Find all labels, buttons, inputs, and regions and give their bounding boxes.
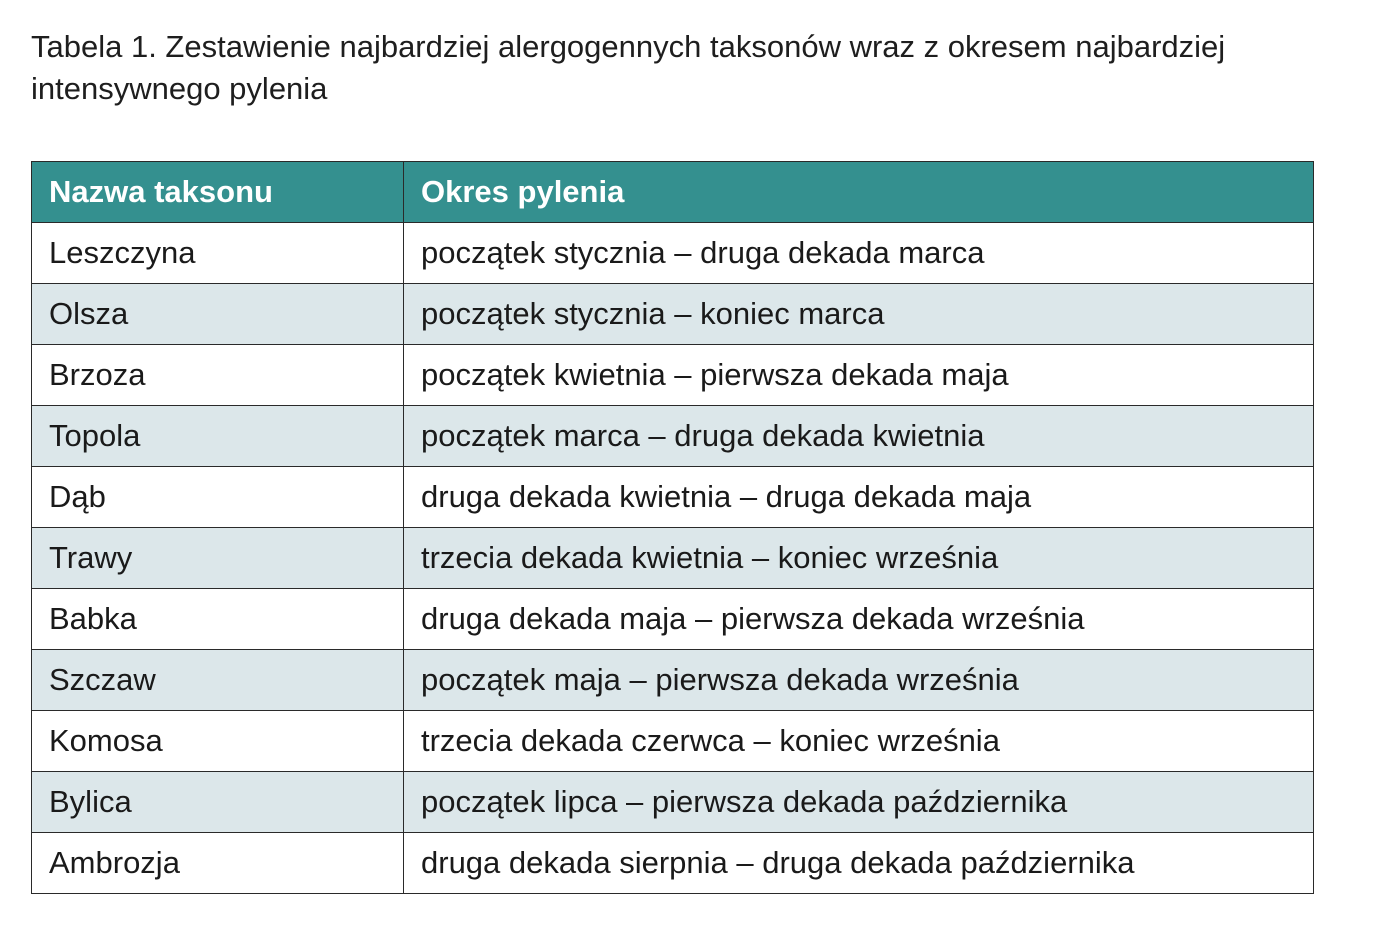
taxon-cell: Olsza bbox=[32, 284, 404, 345]
table-row bbox=[32, 528, 1314, 589]
table-caption: Tabela 1. Zestawienie najbardziej alergogennych taksonów wraz z okresem najbardziej intensywnego pylenia bbox=[31, 29, 1226, 106]
column-header-taxon: Nazwa taksonu bbox=[32, 162, 404, 223]
taxon-cell: Szczaw bbox=[32, 650, 404, 711]
table-row bbox=[32, 345, 1314, 406]
pollen-table bbox=[31, 161, 1314, 894]
taxon-cell: Bylica bbox=[32, 772, 404, 833]
period-cell: początek maja – pierwsza dekada września bbox=[404, 650, 1314, 711]
taxon-cell: Topola bbox=[32, 406, 404, 467]
taxon-cell: Trawy bbox=[32, 528, 404, 589]
taxon-cell: Komosa bbox=[32, 711, 404, 772]
period-cell: początek kwietnia – pierwsza dekada maja bbox=[404, 345, 1314, 406]
table-row bbox=[32, 833, 1314, 894]
table-row bbox=[32, 467, 1314, 528]
period-cell: trzecia dekada kwietnia – koniec września bbox=[404, 528, 1314, 589]
table-row bbox=[32, 223, 1314, 284]
table-row bbox=[32, 589, 1314, 650]
table-row bbox=[32, 711, 1314, 772]
period-cell: druga dekada maja – pierwsza dekada września bbox=[404, 589, 1314, 650]
period-cell: początek stycznia – druga dekada marca bbox=[404, 223, 1314, 284]
period-cell: początek marca – druga dekada kwietnia bbox=[404, 406, 1314, 467]
table-row bbox=[32, 406, 1314, 467]
table-row bbox=[32, 772, 1314, 833]
period-cell: początek stycznia – koniec marca bbox=[404, 284, 1314, 345]
period-cell: druga dekada sierpnia – druga dekada października bbox=[404, 833, 1314, 894]
taxon-cell: Leszczyna bbox=[32, 223, 404, 284]
period-cell: trzecia dekada czerwca – koniec września bbox=[404, 711, 1314, 772]
table-row bbox=[32, 650, 1314, 711]
taxon-cell: Babka bbox=[32, 589, 404, 650]
taxon-cell: Dąb bbox=[32, 467, 404, 528]
period-cell: druga dekada kwietnia – druga dekada maja bbox=[404, 467, 1314, 528]
period-cell: początek lipca – pierwsza dekada października bbox=[404, 772, 1314, 833]
column-header-period: Okres pylenia bbox=[404, 162, 1314, 223]
taxon-cell: Ambrozja bbox=[32, 833, 404, 894]
taxon-cell: Brzoza bbox=[32, 345, 404, 406]
table-row bbox=[32, 284, 1314, 345]
table-header-row bbox=[32, 162, 1314, 223]
